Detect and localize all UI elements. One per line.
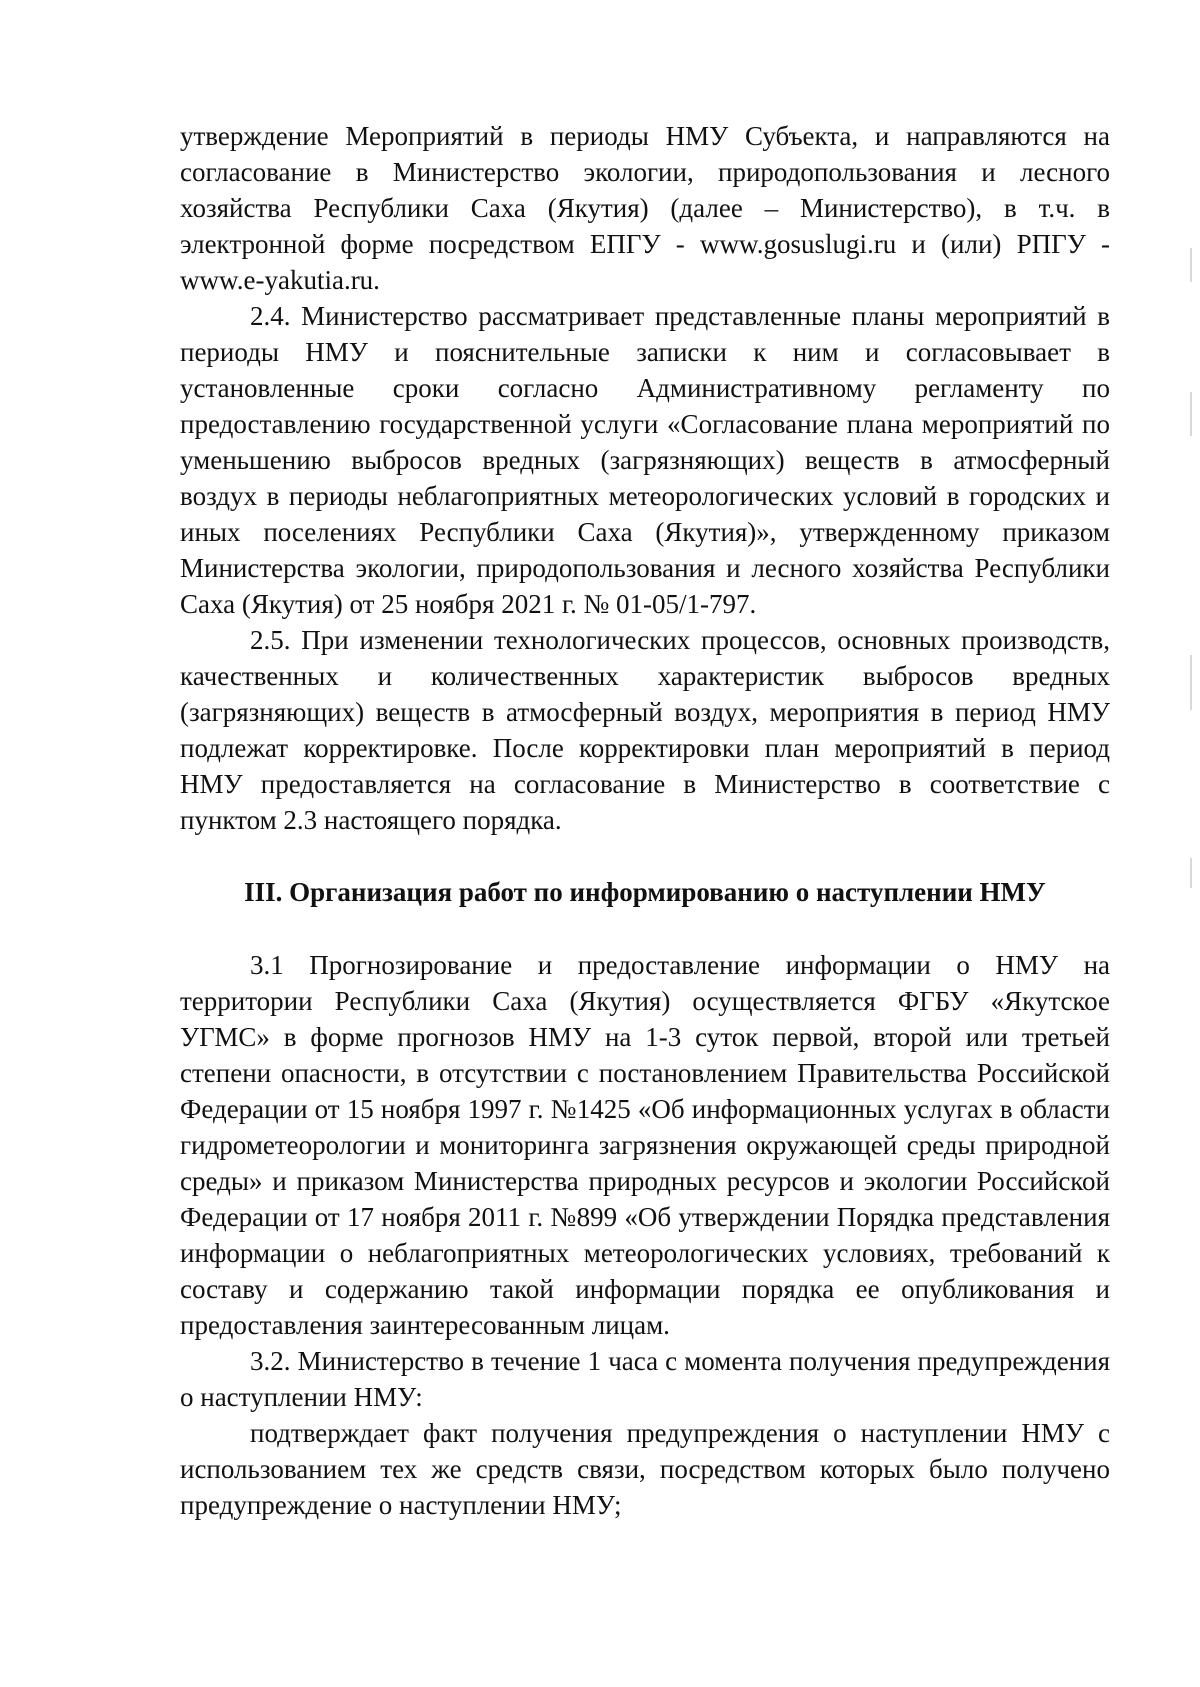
paragraph-2-4: 2.4. Министерство рассматривает представленные планы мероприятий в периоды НМУ и пояснительные записки к ним и согласовывает в установленные сроки согласно Административному регламенту по предоставлению государственной услуги «Согласование плана мероприятий по уменьшению выбросов вредных (загрязняющих) веществ в атмосферный воздух в периоды неблагоприятных метеорологических условий в городских и иных поселениях Республики Саха (Якутия)», утвержденному приказом Министерства экологии, природопользования и лесного хозяйства Республики Саха (Якутия) от 25 ноября 2021 г. № 01-05/1-797. [180, 301, 1110, 619]
paragraph-confirm: подтверждает факт получения предупреждения о наступлении НМУ с использованием тех же средств связи, посредством которых было получено предупреждение о наступлении НМУ; [180, 1418, 1110, 1520]
paragraph-continuation: утверждение Мероприятий в периоды НМУ Субъекта, и направляются на согласование в Министерство экологии, природопользования и лесного хозяйства Республики Саха (Якутия) (далее – Министерство), в т.ч. в электронной форме посредством ЕПГУ - www.gosuslugi.ru и (или) РПГУ - www.e-yakutia.ru. [180, 121, 1110, 295]
scan-edge-mark [1190, 655, 1192, 710]
paragraph-3-1: 3.1 Прогнозирование и предоставление информации о НМУ на территории Республики Саха (Якутия) осуществляется ФГБУ «Якутское УГМС» в форме прогнозов НМУ на 1-3 суток первой, второй или третьей степени опасности, в отсутствии с постановлением Правительства Российской Федерации от 15 ноября 1997 г. №1425 «Об информационных услугах в области гидрометеорологии и мониторинга загрязнения окружающей среды природной среды» и приказом Министерства природных ресурсов и экологии Российской Федерации от 17 ноября 2011 г. №899 «Об утверждении Порядка представления информации о неблагоприятных метеорологических условиях, требований к составу и содержанию такой информации порядка ее опубликования и предоставления заинтересованным лицам. [180, 950, 1110, 1340]
scan-edge-mark [1190, 392, 1192, 436]
document-body [180, 118, 1110, 1523]
paragraph-3-2: 3.2. Министерство в течение 1 часа с момента получения предупреждения о наступлении НМУ: [180, 1346, 1110, 1412]
scan-edge-mark [1190, 248, 1192, 282]
paragraph-2-5: 2.5. При изменении технологических процессов, основных производств, качественных и количественных характеристик выбросов вредных (загрязняющих) веществ в атмосферный воздух, мероприятия в период НМУ подлежат корректировке. После корректировки план мероприятий в период НМУ предоставляется на согласование в Министерство в соответствие с пунктом 2.3 настоящего порядка. [180, 625, 1110, 835]
scan-edge-mark [1190, 858, 1192, 888]
section-heading: III. Организация работ по информированию о наступлении НМУ [244, 877, 1046, 907]
